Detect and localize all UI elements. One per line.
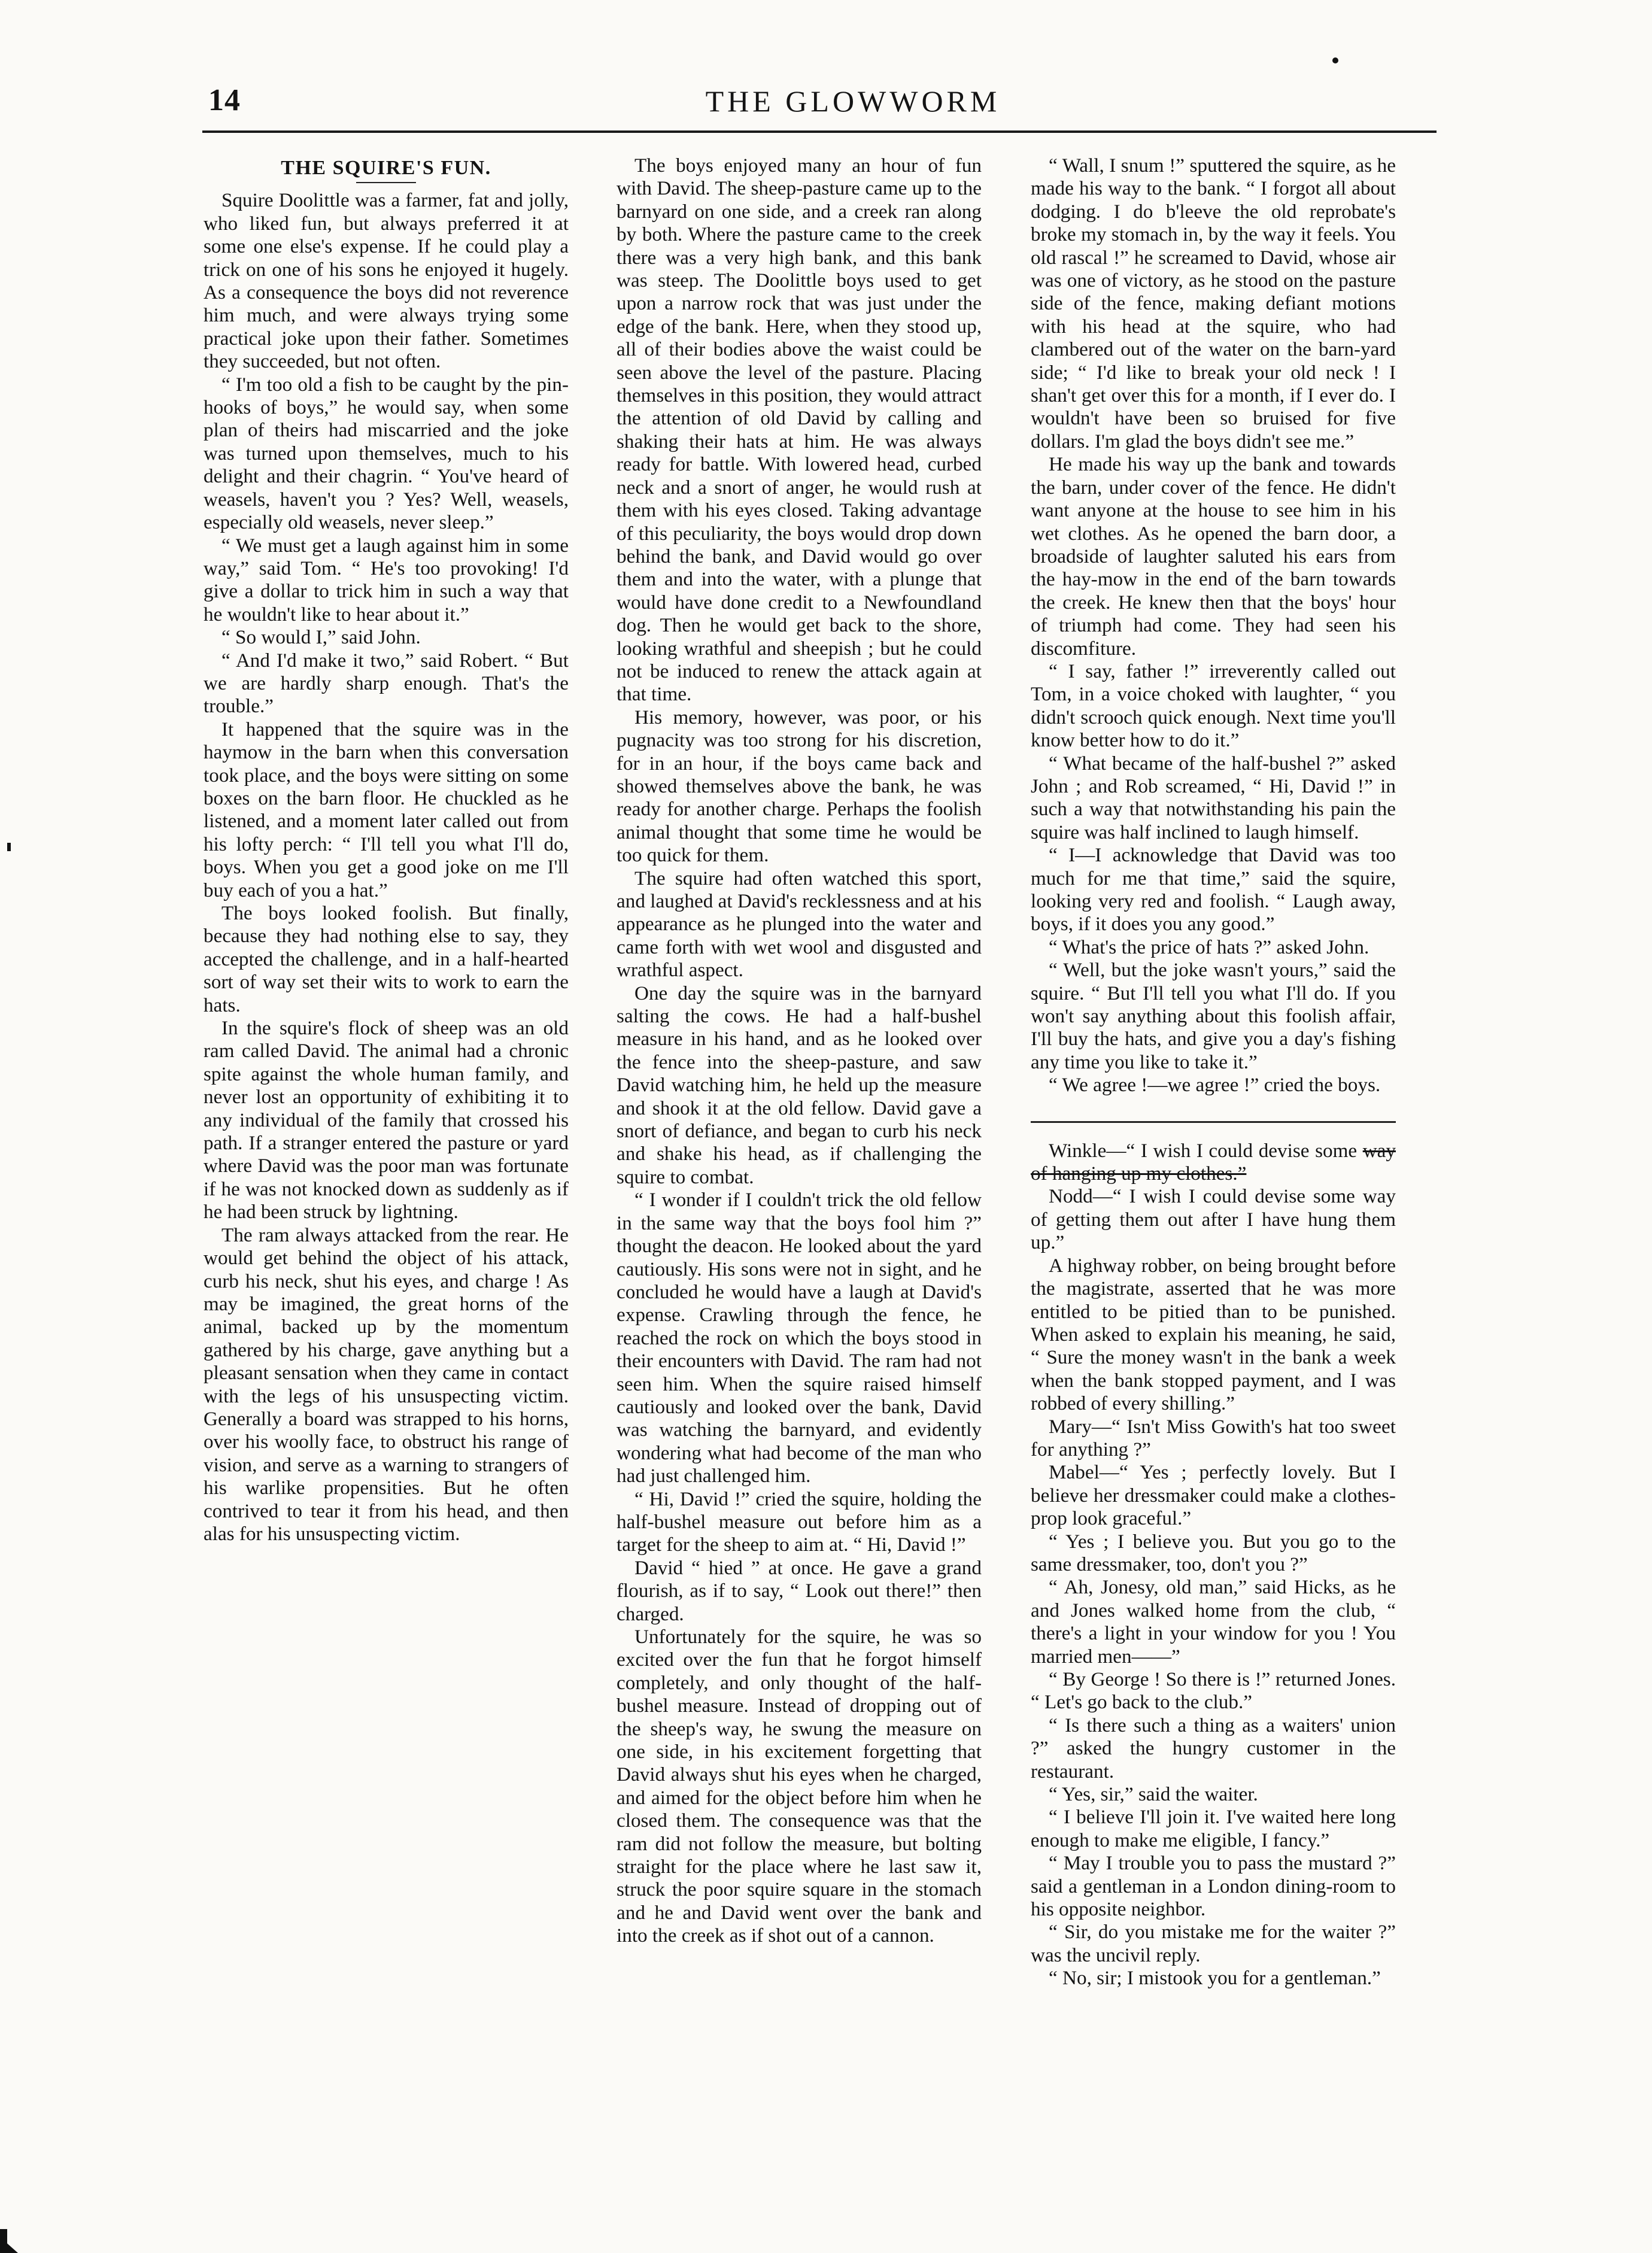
column-2: [617, 154, 982, 1948]
story-title: THE SQUIRE'S FUN.: [281, 157, 491, 179]
joke-paragraph: “ I believe I'll join it. I've waited here long enough to make me eligible, I fancy.”: [1031, 1806, 1396, 1851]
story-paragraph: His memory, however, was poor, or his pugnacity was too strong for his discretion, for in an hour, if the boys came back and showed themselves above the bank, he was ready for another charge. Perhaps the foolish animal thought that some time he would be too quick for them.: [617, 706, 982, 867]
winkle-text: Winkle—“ I wish I could devise some: [1049, 1139, 1363, 1162]
story-paragraph: “ We must get a laugh against him in some way,” said Tom. “ He's too provoking! I'd give a dollar to trick him in such a way that he wouldn't like to hear about it.”: [204, 534, 569, 626]
joke-paragraph: Nodd—“ I wish I could devise some way of getting them out after I have hung them up.”: [1031, 1185, 1396, 1254]
column-1: [204, 154, 569, 1545]
joke-paragraph: Mabel—“ Yes ; perfectly lovely. But I believe her dressmaker could make a clothes-prop look graceful.”: [1031, 1461, 1396, 1530]
story-paragraph: “ What became of the half-bushel ?” asked John ; and Rob screamed, “ Hi, David !” in such a way that notwithstanding his pain the squire was half inclined to laugh himself.: [1031, 752, 1396, 843]
joke-paragraph: A highway robber, on being brought before the magistrate, asserted that he was more entitled to be pitied than to be punished. When asked to explain his meaning, he said, “ Sure the money wasn't in the bank a week when the bank stopped payment, and I was robbed of every shilling.”: [1031, 1254, 1396, 1415]
header-rule: [202, 130, 1437, 133]
joke-paragraph: “ Yes ; I believe you. But you go to the same dressmaker, too, don't you ?”: [1031, 1530, 1396, 1575]
joke-paragraph: [1031, 1140, 1396, 1186]
story-paragraph: “ I wonder if I couldn't trick the old fellow in the same way that the boys fool him ?” thought the deacon. He looked about the yard cautiously. His sons were not in sight, and he concluded he would have a laugh at David's expense. Crawling through the fence, he reached the rock on which the boys stood in their encounters with David. The ram had not seen him. When the squire raised himself cautiously and looked over the bank, David was watching the barnyard, and evidently wondering what had become of the man who had just challenged him.: [617, 1189, 982, 1487]
story-paragraph: “ So would I,” said John.: [221, 626, 421, 649]
story-paragraph: “ Hi, David !” cried the squire, holding the half-bushel measure out before him as a target for the sheep to aim at. “ Hi, David !”: [617, 1487, 982, 1556]
story-paragraph: The ram always attacked from the rear. He would get behind the object of his attack, curb his neck, shut his eyes, and charge ! As may be imagined, the great horns of the animal, backed up by the momentum gathered by his charge, gave anything but a pleasant sensation when they came in contact with the legs of his unsuspecting victim. Generally a board was strapped to his horns, over his woolly face, to obstruct his range of vision, and serve as a warning to strangers of his warlike propensities. But he often contrived to tear it from his head, and then alas for his unsuspecting victim.: [204, 1223, 569, 1545]
story-paragraph: “ We agree !—we agree !” cried the boys.: [1049, 1074, 1381, 1097]
scan-speck: [1332, 57, 1338, 63]
story-paragraph: One day the squire was in the barnyard salting the cows. He had a half-bushel measure in his hand, and as he looked over the fence into the sheep-pasture, and saw David watching him, he held up the measure and shook it at the old fellow. David gave a snort of defiance, and began to curb his neck and shake his head, as if challenging the squire to combat.: [617, 982, 982, 1188]
struck-text: way of hanging up my clothes.”: [1031, 1139, 1396, 1185]
joke-paragraph: Mary—“ Isn't Miss Gowith's hat too sweet for anything ?”: [1031, 1415, 1396, 1460]
story-paragraph: “ And I'd make it two,” said Robert. “ But we are hardly sharp enough. That's the trouble.”: [204, 649, 569, 718]
story-paragraph: “ Well, but the joke wasn't yours,” said the squire. “ But I'll tell you what I'll do. If you won't say anything about this foolish affair, I'll buy the hats, and give you a day's fishing any time you like to take it.”: [1031, 959, 1396, 1073]
story-paragraph: The squire had often watched this sport, and laughed at David's recklessness and at his appearance as he plunged into the water and came forth with wet wool and disgusted and wrathful aspect.: [617, 867, 982, 982]
story-paragraph: “ What's the price of hats ?” asked John.: [1049, 936, 1369, 958]
page-number: 14: [208, 83, 241, 117]
section-divider: [1031, 1121, 1396, 1123]
story-paragraph: “ I'm too old a fish to be caught by the pin-hooks of boys,” he would say, when some plan of theirs had miscarried and the joke was turned upon themselves, much to his delight and their chagrin. “ You've heard of weasels, haven't you ? Yes? Well, weasels, especially old weasels, never sleep.”: [204, 373, 569, 534]
story-paragraph: He made his way up the bank and towards the barn, under cover of the fence. He didn't want anyone at the house to see him in his wet clothes. As he opened the barn door, a broadside of laughter saluted his ears from the hay-mow in the end of the barn towards the creek. He knew then that the boys' hour of triumph had come. They had seen his discomfiture.: [1031, 453, 1396, 660]
story-paragraph: “ I—I acknowledge that David was too much for me that time,” said the squire, looking very red and foolish. “ Laugh away, boys, if it does you any good.”: [1031, 844, 1396, 936]
scan-speck: [0, 2229, 18, 2253]
joke-paragraph: “ Sir, do you mistake me for the waiter ?” was the uncivil reply.: [1031, 1921, 1396, 1966]
periodical-title: THE GLOWWORM: [705, 84, 1001, 118]
joke-paragraph: “ By George ! So there is !” returned Jones. “ Let's go back to the club.”: [1031, 1668, 1396, 1714]
story-paragraph: In the squire's flock of sheep was an old ram called David. The animal had a chronic spite against the whole human family, and never lost an opportunity of exhibiting it to any individual of the family that crossed his path. If a stranger entered the pasture or yard where David was the poor man was fortunate if he was not knocked down as suddenly as if he had been struck by lightning.: [204, 1017, 569, 1223]
title-rule: [356, 182, 416, 183]
story-paragraph: The boys looked foolish. But finally, because they had nothing else to say, they accepted the challenge, and in a half-hearted sort of way set their wits to work to earn the hats.: [204, 902, 569, 1016]
joke-paragraph: “ Is there such a thing as a waiters' union ?” asked the hungry customer in the restaurant.: [1031, 1714, 1396, 1783]
joke-paragraph: “ Yes, sir,” said the waiter.: [1049, 1783, 1258, 1806]
story-paragraph: “ I say, father !” irreverently called out Tom, in a voice choked with laughter, “ you didn't scrooch quick enough. Next time you'll know better how to do it.”: [1031, 660, 1396, 752]
story-paragraph: “ Wall, I snum !” sputtered the squire, as he made his way to the bank. “ I forgot all about dodging. I do b'leeve the old reprobate's broke my stomach in, by the way it feels. You old rascal !” he screamed to David, whose air was one of victory, as he stood on the pasture side of the fence, making defiant motions with his head at the squire, who had clambered out of the water on the barn-yard side; “ I'd like to break your old neck ! I shan't get over this for a month, if I ever do. I wouldn't have been so bruised for five dollars. I'm glad the boys didn't see me.”: [1031, 154, 1396, 453]
story-paragraph: The boys enjoyed many an hour of fun with David. The sheep-pasture came up to the barnyard on one side, and a creek ran along by both. Where the pasture came to the creek there was a very high bank, and this bank was steep. The Doolittle boys used to get upon a narrow rock that was just under the edge of the bank. Here, when they stood up, all of their bodies above the waist could be seen above the level of the pasture. Placing themselves in this position, they would attract the attention of old David by calling and shaking their hats at him. He was always ready for battle. With lowered head, curbed neck and a snort of anger, he would rush at them with his eyes closed. Taking advantage of this peculiarity, the boys would drop down behind the bank, and David would go over them and into the water, with a plunge that would have done credit to a Newfoundland dog. Then he would get back to the shore, looking wrathful and sheepish ; but he could not be induced to renew the attack again at that time.: [617, 154, 982, 706]
story-paragraph: It happened that the squire was in the haymow in the barn when this conversation took place, and the boys were sitting on some boxes on the barn floor. He chuckled as he listened, and a moment later called out from his lofty perch: “ I'll tell you what I'll do, boys. When you get a good joke on me I'll buy each of you a hat.”: [204, 718, 569, 901]
column-3: [1031, 154, 1396, 1990]
scan-speck: [7, 843, 11, 851]
story-paragraph: Squire Doolittle was a farmer, fat and jolly, who liked fun, but always preferred it at some one else's expense. If he could play a trick on one of his sons he enjoyed it hugely. As a consequence the boys did not reverence him much, and were always trying some practical joke upon their father. Sometimes they succeeded, but not often.: [204, 189, 569, 373]
joke-paragraph: “ May I trouble you to pass the mustard ?” said a gentleman in a London dining-room to his opposite neighbor.: [1031, 1852, 1396, 1921]
story-paragraph: David “ hied ” at once. He gave a grand flourish, as if to say, “ Look out there!” then charged.: [617, 1556, 982, 1625]
joke-paragraph: “ No, sir; I mistook you for a gentleman.”: [1049, 1967, 1381, 1990]
joke-paragraph: “ Ah, Jonesy, old man,” said Hicks, as he and Jones walked home from the club, “ there's a light in your window for you ! You married men——”: [1031, 1576, 1396, 1668]
story-paragraph: Unfortunately for the squire, he was so excited over the fun that he forgot himself completely, and only thought of the half-bushel measure. Instead of dropping out of the sheep's way, he swung the measure on one side, in his excitement forgetting that David always shut his eyes when he charged, and aimed for the object before him when he closed them. The consequence was that the ram did not follow the measure, but bolting straight for the place where he last saw it, struck the poor squire square in the stomach and he and David went over the bank and into the creek as if shot out of a cannon.: [617, 1626, 982, 1947]
